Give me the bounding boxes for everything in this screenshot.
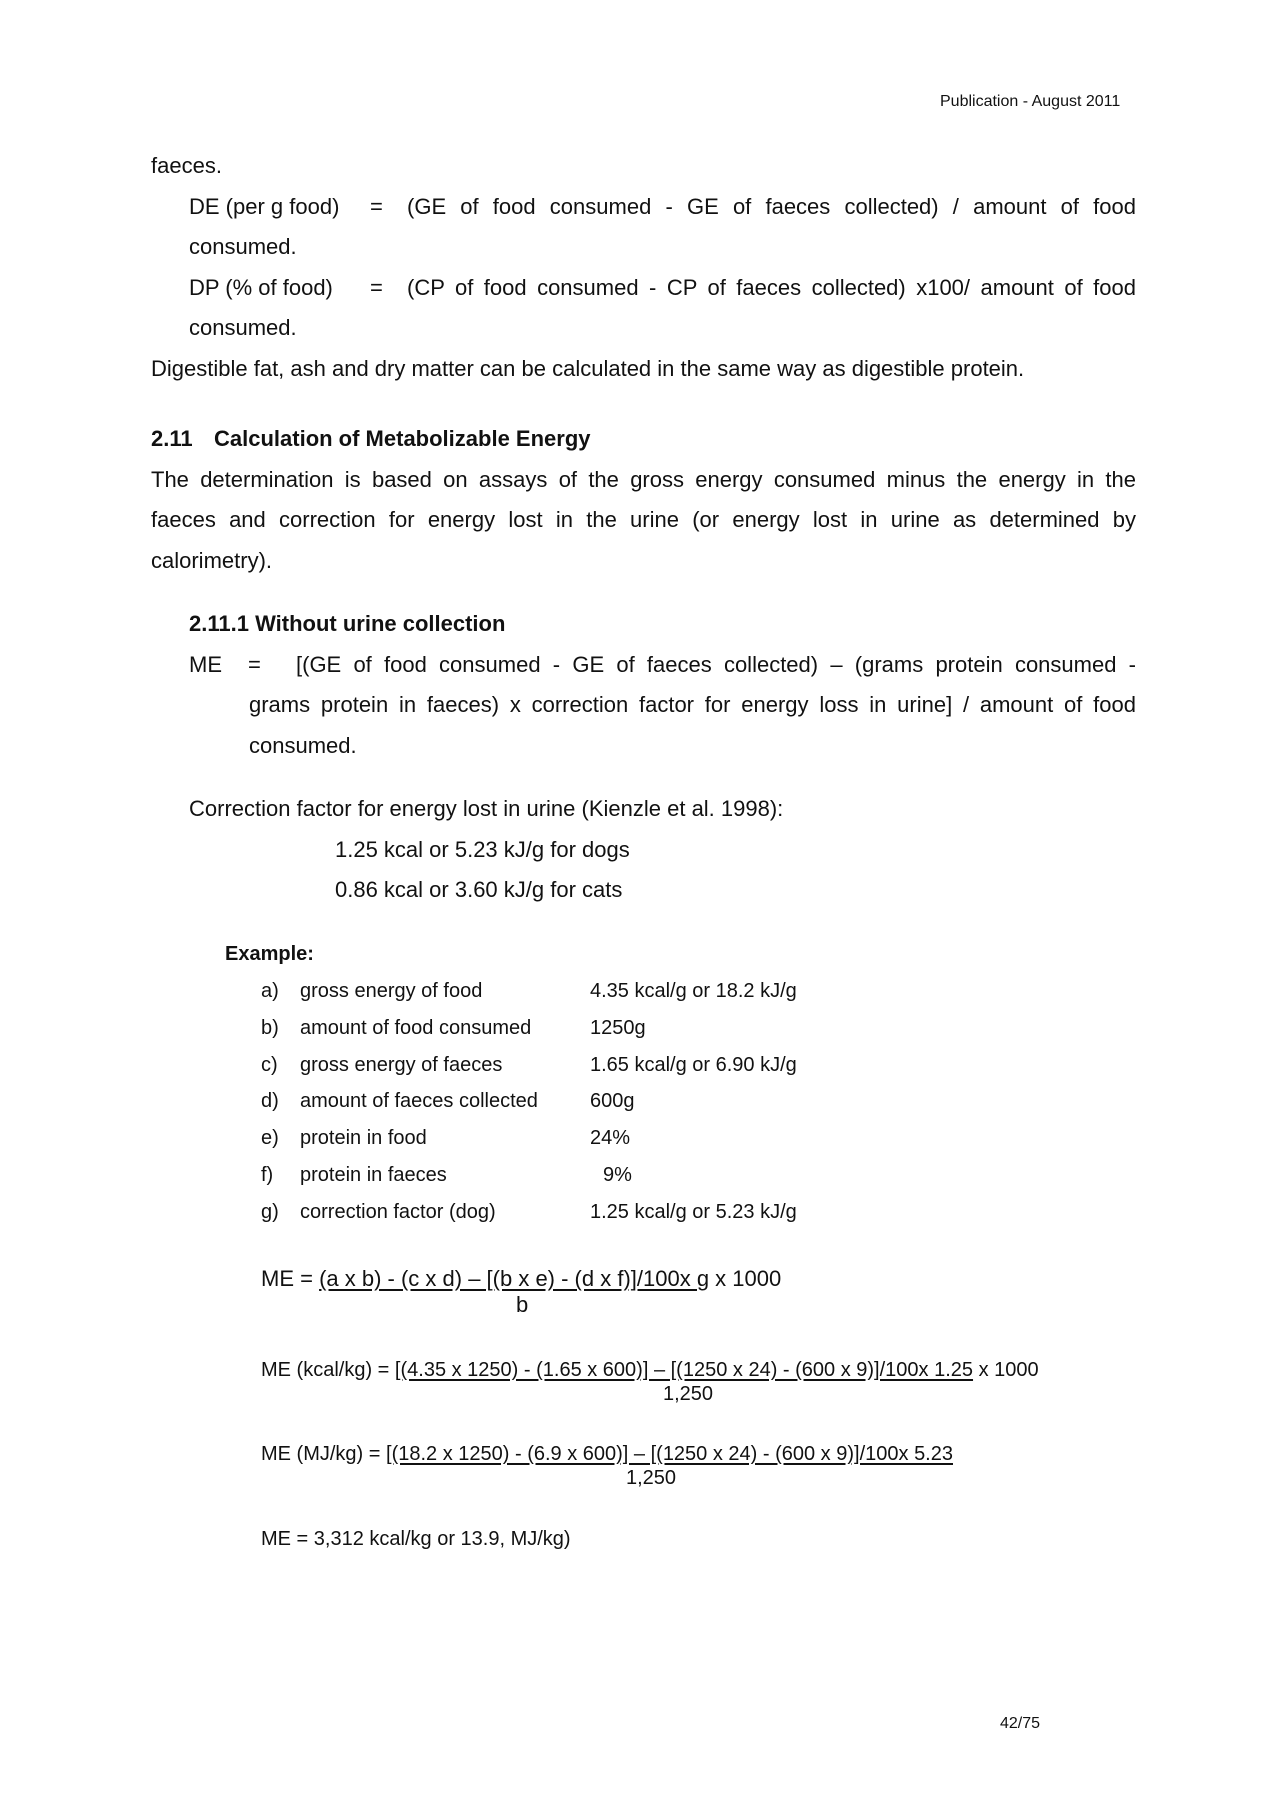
section-2-11-line-1: The determination is based on assays of the gross energy consumed minus the energy in the — [151, 467, 1136, 492]
section-2-11-1-heading: 2.11.1 Without urine collection — [189, 611, 506, 636]
kcal-formula-denominator: 1,250 — [663, 1383, 714, 1405]
example-label: Example: — [225, 943, 314, 965]
mj-formula-denominator: 1,250 — [626, 1467, 677, 1489]
kcal-formula-suffix: x 1000 — [973, 1359, 1039, 1381]
dp-formula-cont: consumed. — [189, 315, 297, 340]
digestible-note: Digestible fat, ash and dry matter can be calculated in the same way as digestible protein. — [151, 356, 1025, 381]
de-label: DE (per g food) — [189, 194, 340, 219]
dp-label: DP (% of food) — [189, 275, 333, 300]
example-item-c-key: c) — [261, 1054, 278, 1076]
example-item-g-label: correction factor (dog) — [300, 1201, 496, 1223]
general-formula-prefix: ME = — [261, 1266, 320, 1291]
example-item-b-key: b) — [261, 1017, 279, 1039]
mj-formula-numerator: [(18.2 x 1250) - (6.9 x 600)] – [(1250 x 24) - (600 x 9)]/100x 5.23 — [386, 1443, 953, 1465]
page-header: Publication - August 2011 — [940, 93, 1121, 110]
dp-formula: (CP of food consumed - CP of faeces collected) x100/ amount of food — [407, 275, 1136, 300]
general-formula-suffix: x 1000 — [709, 1266, 782, 1291]
general-formula-denominator: b — [516, 1292, 529, 1317]
example-item-e-label: protein in food — [300, 1127, 427, 1149]
de-formula: (GE of food consumed - GE of faeces collected) / amount of food — [407, 194, 1136, 219]
kcal-formula-numerator: [(4.35 x 1250) - (1.65 x 600)] – [(1250 x 24) - (600 x 9)]/100x 1.25 — [394, 1359, 974, 1381]
kcal-formula — [261, 1359, 1039, 1382]
example-item-c-label: gross energy of faeces — [300, 1054, 503, 1076]
intro-line: faeces. — [151, 153, 222, 178]
example-item-e-key: e) — [261, 1127, 279, 1149]
me-result: ME = 3,312 kcal/kg or 13.9, MJ/kg) — [261, 1528, 571, 1550]
example-item-f-label: protein in faeces — [300, 1164, 447, 1186]
mj-formula — [261, 1443, 953, 1466]
example-item-a-label: gross energy of food — [300, 980, 483, 1002]
example-item-a-key: a) — [261, 980, 279, 1002]
example-item-b-label: amount of food consumed — [300, 1017, 532, 1039]
example-item-e-value: 24% — [590, 1127, 631, 1149]
me-formula-line-3: consumed. — [249, 733, 357, 758]
general-formula — [261, 1266, 781, 1292]
example-item-g-key: g) — [261, 1201, 279, 1223]
example-item-a-value: 4.35 kcal/g or 18.2 kJ/g — [590, 980, 797, 1002]
de-equals: = — [370, 194, 383, 219]
correction-dogs: 1.25 kcal or 5.23 kJ/g for dogs — [335, 837, 630, 862]
example-item-d-key: d) — [261, 1090, 279, 1112]
me-formula-line-1: [(GE of food consumed - GE of faeces collected) – (grams protein consumed - — [296, 652, 1136, 677]
dp-equals: = — [370, 275, 383, 300]
example-item-g-value: 1.25 kcal/g or 5.23 kJ/g — [590, 1201, 797, 1223]
me-formula-line-2: grams protein in faeces) x correction factor for energy loss in urine] / amount of food — [249, 692, 1136, 717]
example-item-d-label: amount of faeces collected — [300, 1090, 538, 1112]
me-equals: = — [248, 652, 261, 677]
example-item-b-value: 1250g — [590, 1017, 646, 1039]
section-2-11-title: Calculation of Metabolizable Energy — [214, 426, 591, 451]
de-formula-cont: consumed. — [189, 234, 297, 259]
correction-cats: 0.86 kcal or 3.60 kJ/g for cats — [335, 877, 623, 902]
example-item-f-key: f) — [261, 1164, 274, 1186]
example-item-d-value: 600g — [590, 1090, 635, 1112]
kcal-formula-prefix: ME (kcal/kg) = — [261, 1359, 395, 1381]
mj-formula-prefix: ME (MJ/kg) = — [261, 1443, 387, 1465]
page-number: 42/75 — [1000, 1715, 1041, 1732]
general-formula-numerator: (a x b) - (c x d) – [(b x e) - (d x f)]/100x g — [319, 1266, 710, 1291]
me-label: ME — [189, 652, 222, 677]
example-item-f-value: 9% — [603, 1164, 632, 1186]
section-2-11-line-3: calorimetry). — [151, 548, 273, 573]
section-2-11-line-2: faeces and correction for energy lost in the urine (or energy lost in urine as determined by — [151, 507, 1136, 532]
correction-intro: Correction factor for energy lost in urine (Kienzle et al. 1998): — [189, 796, 784, 821]
section-2-11-number: 2.11 — [151, 426, 193, 451]
example-item-c-value: 1.65 kcal/g or 6.90 kJ/g — [590, 1054, 797, 1076]
